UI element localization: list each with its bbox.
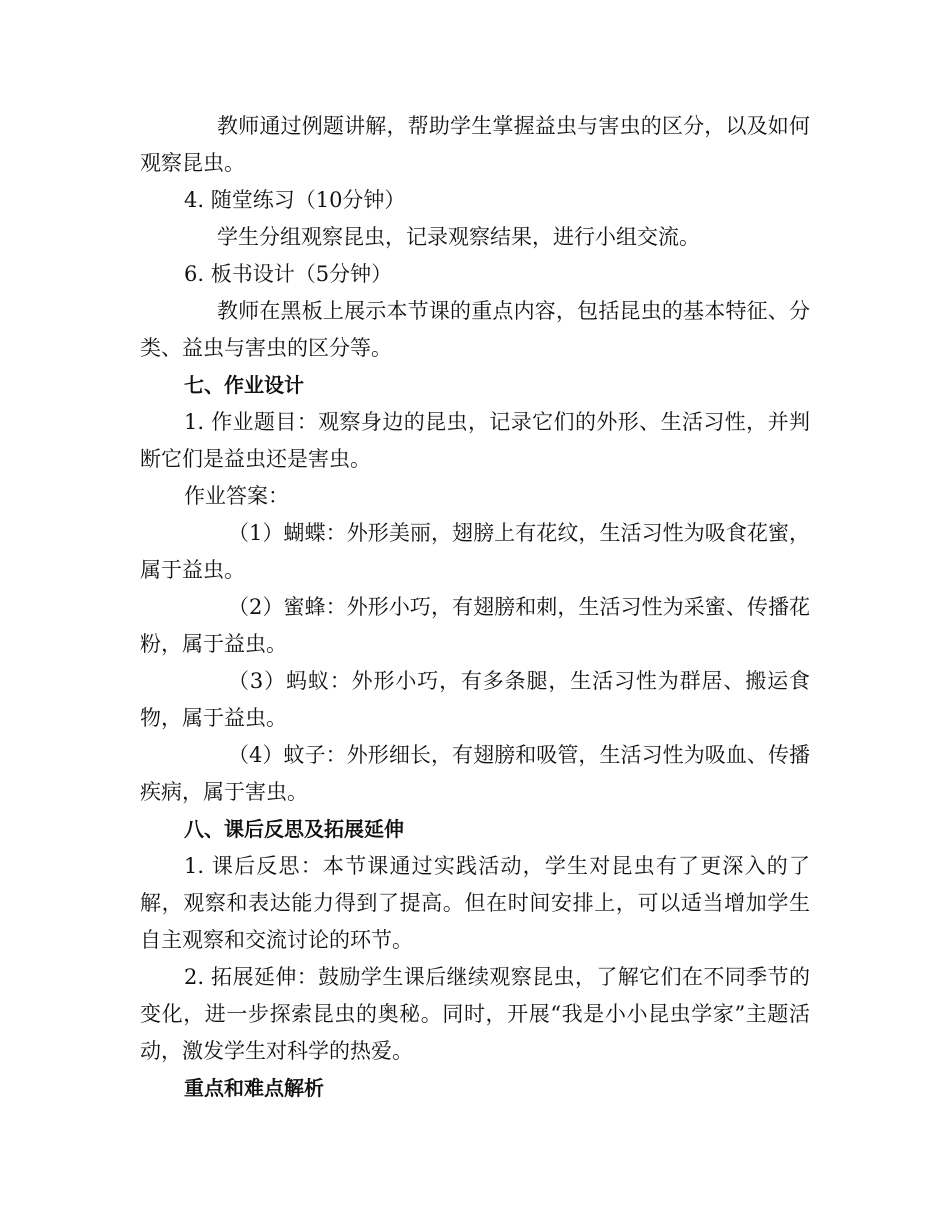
heading-homework-design: 七、作业设计: [184, 373, 304, 397]
heading-key-points-analysis: 重点和难点解析: [184, 1076, 324, 1100]
answer-ant: （3）蚂蚁：外形小巧，有多条腿，生活习性为群居、搬运食物，属于益虫。: [140, 669, 810, 730]
paragraph-board-content: 教师在黑板上展示本节课的重点内容，包括昆虫的基本特征、分类、益虫与害虫的区分等。: [140, 299, 810, 360]
answer-bee: （2）蜜蜂：外形小巧，有翅膀和刺，生活习性为采蜜、传播花粉，属于益虫。: [140, 595, 810, 656]
document-page: [140, 108, 810, 1107]
section-board-design: 6. 板书设计（5分钟）: [184, 262, 393, 286]
paragraph-example-explanation: 教师通过例题讲解，帮助学生掌握益虫与害虫的区分，以及如何观察昆虫。: [140, 114, 810, 175]
label-homework-answers: 作业答案：: [184, 484, 289, 508]
answer-mosquito: （4）蚊子：外形细长，有翅膀和吸管，生活习性为吸血、传播疾病，属于害虫。: [140, 743, 810, 804]
paragraph-reflection: 1. 课后反思：本节课通过实践活动，学生对昆虫有了更深入的了解，观察和表达能力得到了提高。但在时间安排上，可以适当增加学生自主观察和交流讨论的环节。: [140, 854, 810, 952]
section-in-class-practice: 4. 随堂练习（10分钟）: [184, 188, 406, 212]
heading-reflection-extension: 八、课后反思及拓展延伸: [184, 817, 404, 841]
answer-butterfly: （1）蝴蝶：外形美丽，翅膀上有花纹，生活习性为吸食花蜜，属于益虫。: [140, 521, 810, 582]
paragraph-homework-question: 1. 作业题目：观察身边的昆虫，记录它们的外形、生活习性，并判断它们是益虫还是害虫。: [140, 410, 810, 471]
paragraph-group-observation: 学生分组观察昆虫，记录观察结果，进行小组交流。: [217, 225, 700, 249]
paragraph-extension: 2. 拓展延伸：鼓励学生课后继续观察昆虫，了解它们在不同季节的变化，进一步探索昆虫的奥秘。同时，开展“我是小小昆虫学家”主题活动，激发学生对科学的热爱。: [140, 965, 810, 1063]
